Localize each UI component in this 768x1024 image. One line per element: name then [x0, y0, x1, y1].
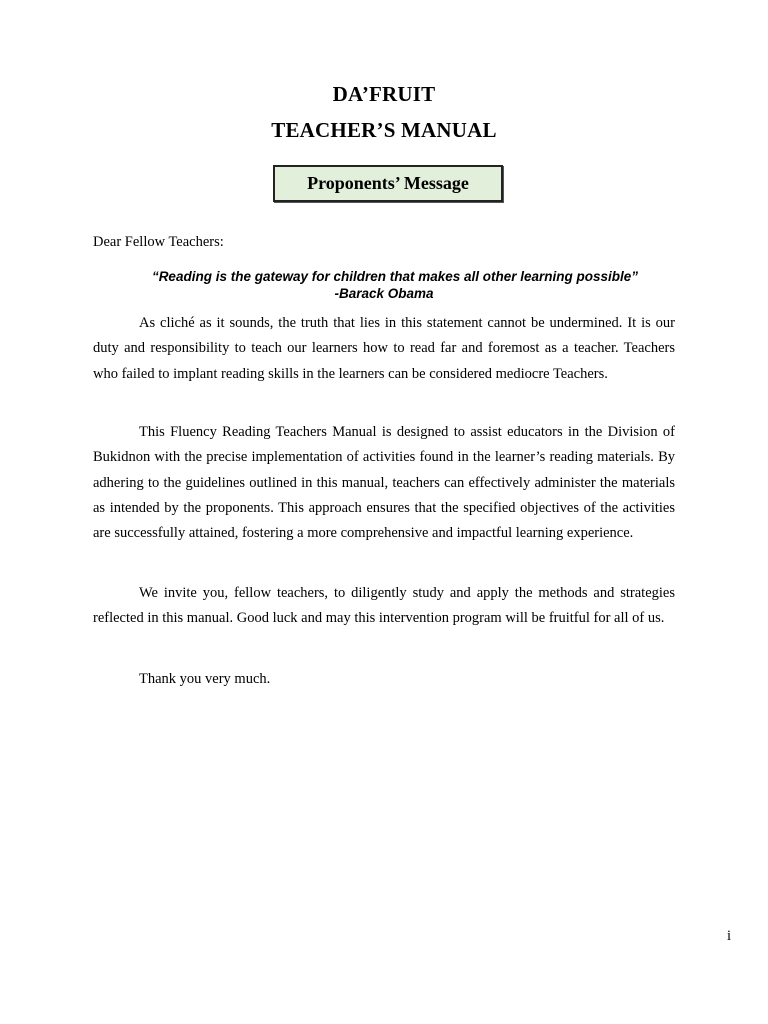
document-subtitle: TEACHER’S MANUAL — [271, 118, 497, 142]
quote-text: “Reading is the gateway for children that makes all other learning possible” — [151, 269, 639, 284]
paragraph-1: As cliché as it sounds, the truth that lies in this statement cannot be undermined. It is our duty and responsibility to teach our learners how to read far and foremost as a teacher. Teachers who failed to implant reading skills in the learners can be considered mediocre Teachers. — [93, 315, 675, 382]
section-heading: Proponents’ Message — [307, 173, 469, 193]
paragraph-3: We invite you, fellow teachers, to diligently study and apply the methods and strategies reflected in this manual. Good luck and may this intervention program will be fruitful for all of us. — [93, 585, 675, 627]
quote-author: -Barack Obama — [334, 286, 434, 301]
closing-line: Thank you very much. — [139, 671, 271, 687]
page-number: i — [727, 928, 732, 944]
document-title: DA’FRUIT — [332, 82, 436, 106]
paragraph-2: This Fluency Reading Teachers Manual is designed to assist educators in the Division of Bukidnon with the precise implementation of activities found in the learner’s reading materials. By adhering to the guidelines outlined in this manual, teachers can effectively administer the materials as intended by the proponents. This approach ensures that the specified objectives of the activities are successfully attained, fostering a more comprehensive and impactful learning experience. — [93, 424, 675, 542]
section-heading-box — [273, 165, 503, 202]
salutation: Dear Fellow Teachers: — [93, 234, 224, 250]
